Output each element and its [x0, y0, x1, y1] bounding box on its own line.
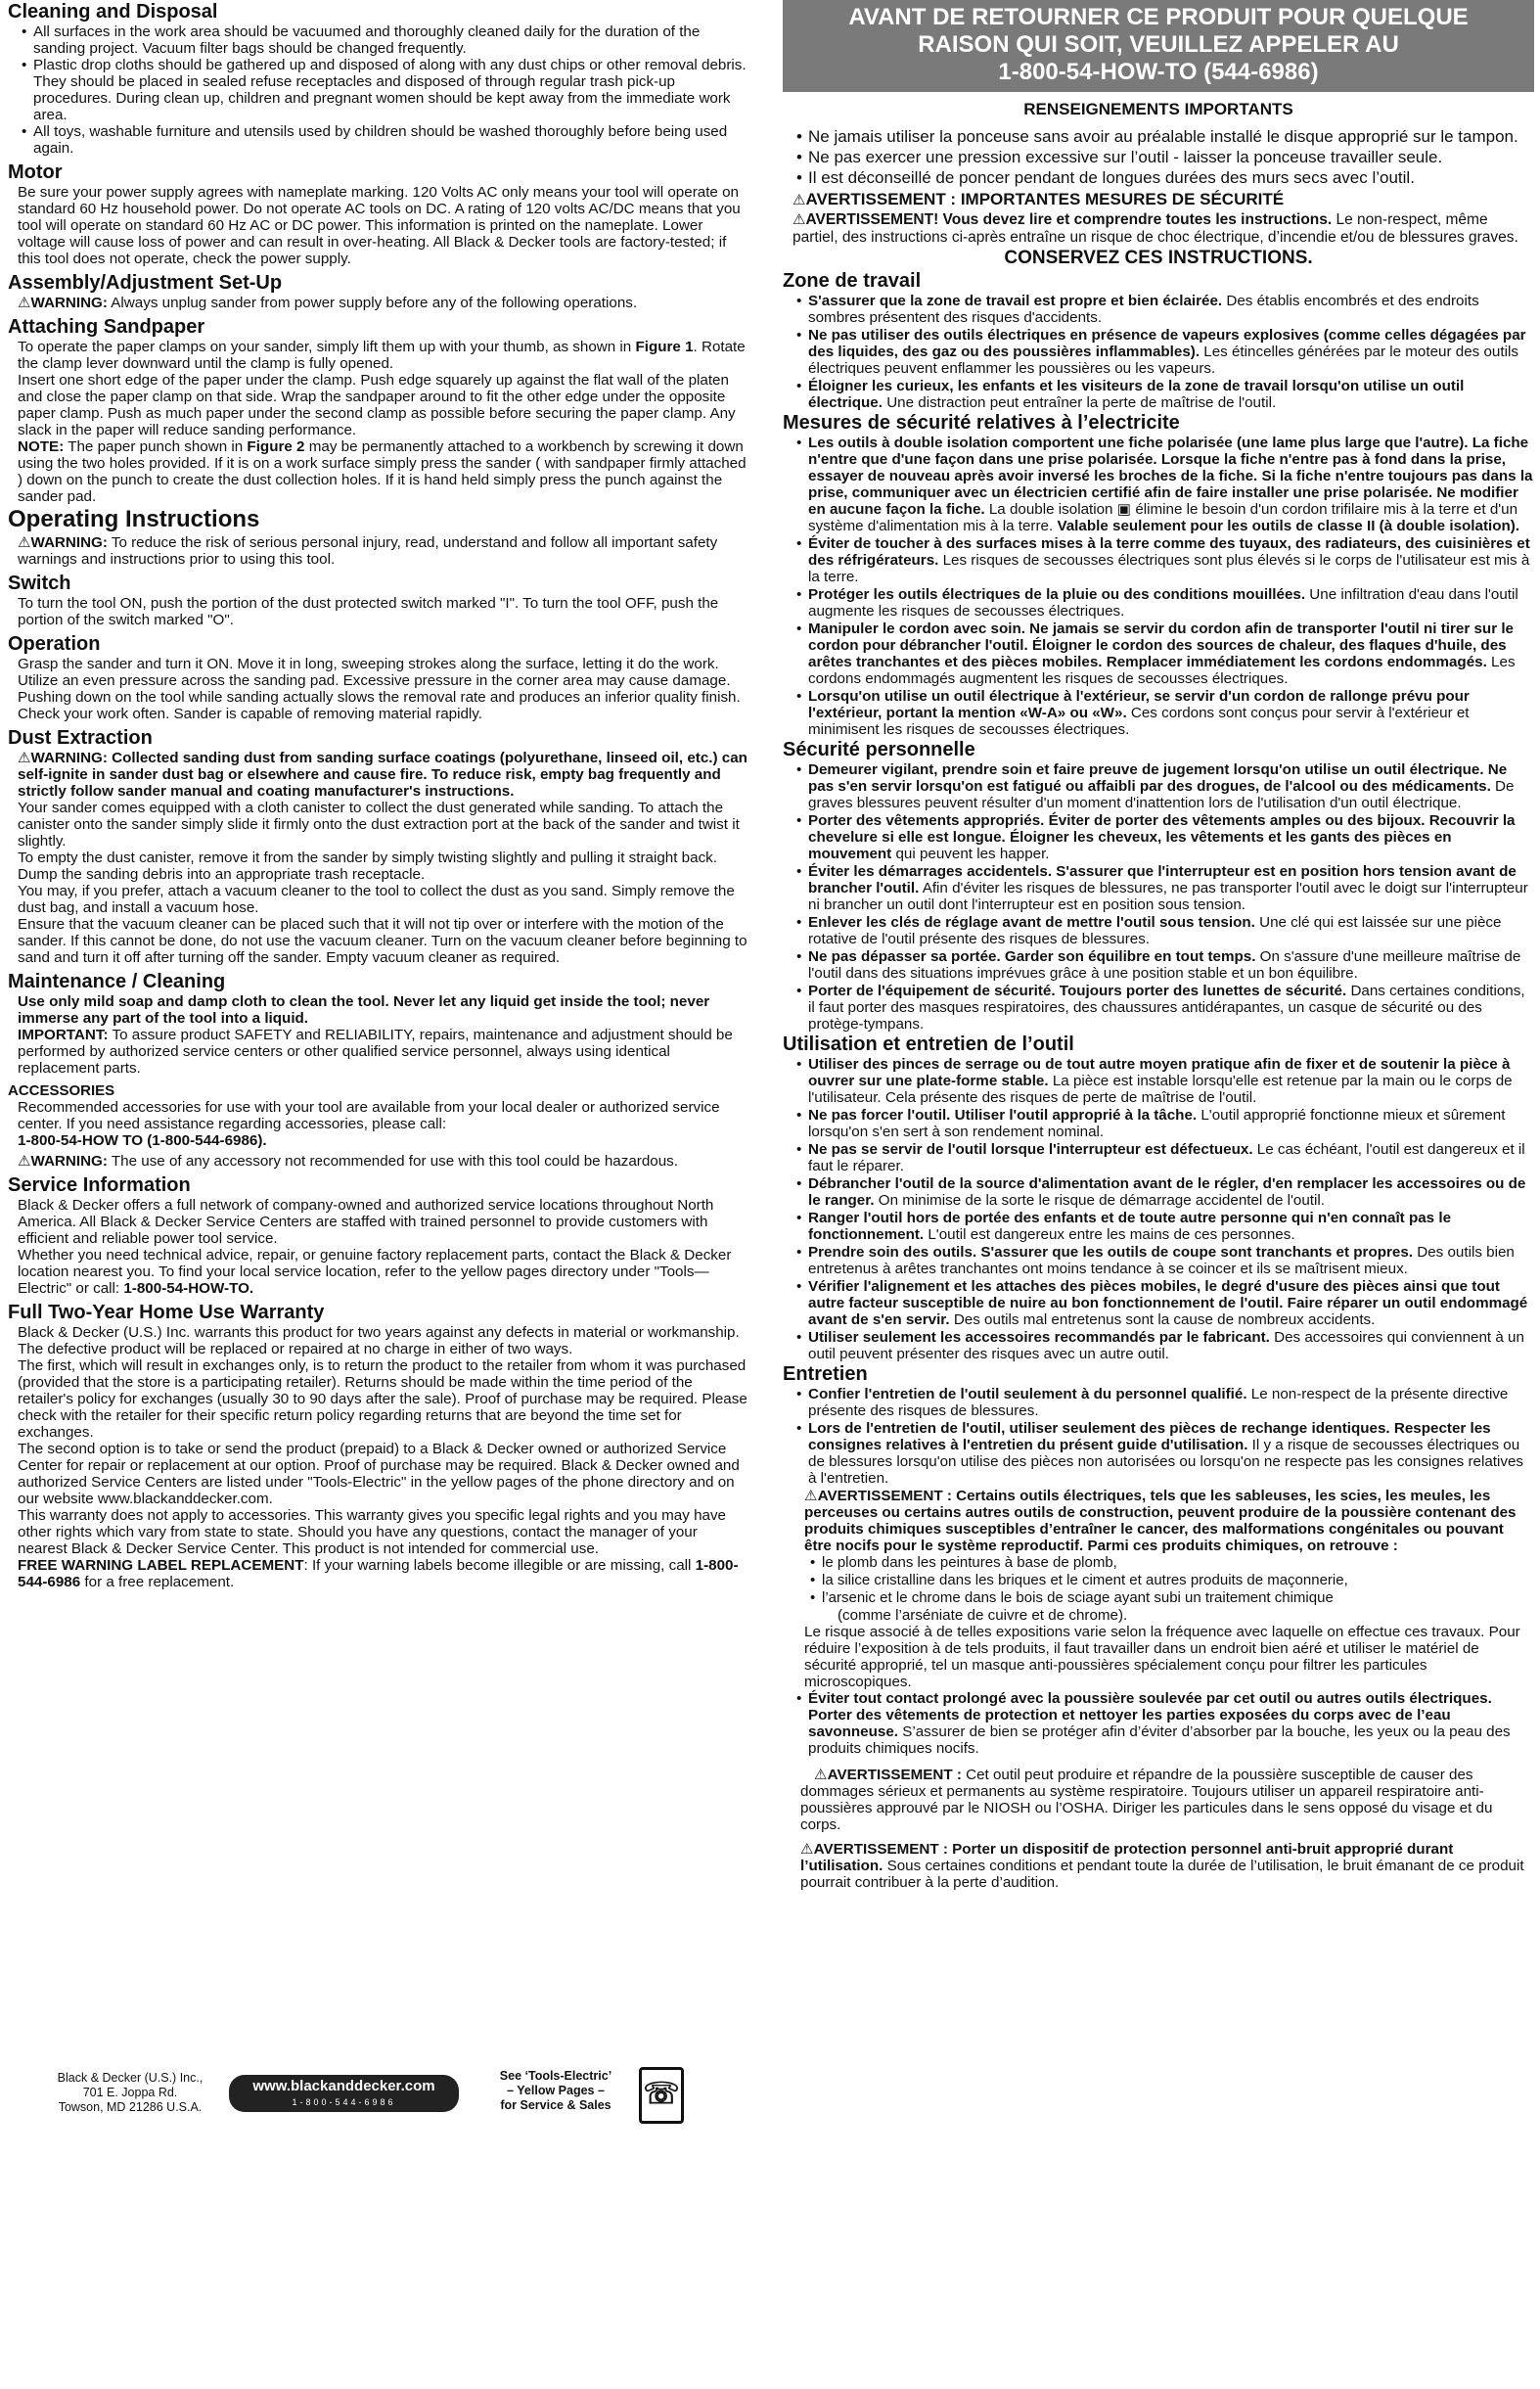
- usage-title: Utilisation et entretien de l’outil: [783, 1034, 1074, 1055]
- list-item: • Vérifier l'alignement et les attaches des pièces mobiles, le degré d'usure des pièces ainsi que tout autre facteur susceptible de nuire au bon fonctionnement de l'outil. Faire réparer un outil endommagé avant de s'en servir. Des outils mal entretenus sont la cause de nombreux accidents.: [796, 1278, 1534, 1328]
- personal-list: [783, 761, 1534, 1033]
- list-item: • Prendre soin des outils. S'assurer que les outils de coupe sont tranchants et propres. Des outils bien entretenus à arêtes tranchantes ont moins tendance à se coincer et ils se maîtrisent mieux.: [796, 1244, 1534, 1277]
- warning-icon: ⚠: [793, 192, 806, 208]
- risk-text: Le risque associé à de telles expositions varie selon la fréquence avec laquelle on effectue ces travaux. Pour réduire l’exposition à de tels produits, il faut travailler dans un endroit bien aéré et utiliser le matériel de sécurité approprié, tel un masque anti-poussières spécialement conçu pour filtrer les particules microscopiques.: [804, 1624, 1520, 1690]
- list-item: • All toys, washable furniture and utensils used by children should be washed thoroughly before being used again.: [22, 123, 749, 157]
- list-item: • Porter des vêtements appropriés. Éviter de porter des vêtements amples ou des bijoux. Recouvrir la chevelure si elle est longue. Éloigner les cheveux, les vêtements et les gants des pièces en mouvement qui peuvent les happer.: [796, 812, 1534, 862]
- yellow-pages-icon: ☏: [639, 2067, 684, 2124]
- accessories-text: Recommended accessories for use with your tool are available from your local dealer or authorized service center. If you need assistance regarding accessories, please call:: [18, 1099, 720, 1132]
- list-item: • Ne pas utiliser des outils électriques en présence de vapeurs explosives (comme celles dégagées par des liquides, des gaz ou des poussières inflammables). Les étincelles générées par le moteur des outils électriques peuvent enflammer les poussières ou les vapeurs.: [796, 327, 1534, 377]
- list-item: • Demeurer vigilant, prendre soin et faire preuve de jugement lorsqu'on utilise un outil électrique. Ne pas s'en servir lorsqu'on est fatigué ou affaibli par des drogues, de l'alcool ou des médicaments. De graves blessures peuvent résulter d'un moment d'inattention lors de l'utilisation d'un outil électrique.: [796, 761, 1534, 811]
- warning-icon: ⚠: [814, 1767, 828, 1783]
- motor-title: Motor: [8, 161, 63, 183]
- service-p1: Black & Decker offers a full network of company-owned and authorized service locations throughout North America. All Black & Decker Service Centers are staffed with trained personnel to provide customers with efficient and reliable power tool service.: [18, 1197, 714, 1247]
- entretien-list-2: [783, 1690, 1534, 1757]
- accessories-warning: ⚠WARNING: The use of any accessory not recommended for use with this tool could be hazardous.: [18, 1153, 678, 1170]
- warranty-p4: This warranty does not apply to accessories. This warranty gives you specific legal rights and you may have other rights which vary from state to state. Should you have any questions, contact the manager of your nearest Black & Decker Service Center. This product is not intended for commercial use.: [18, 1507, 727, 1557]
- list-item: • Protéger les outils électriques de la pluie ou des conditions mouillées. Une infiltration d'eau dans l'outil augmente les risques de secousses électriques.: [796, 586, 1534, 620]
- zone-list: [783, 293, 1534, 411]
- assembly-warning: ⚠WARNING: Always unplug sander from power supply before any of the following operations.: [18, 295, 638, 311]
- operation-text: Grasp the sander and turn it ON. Move it in long, sweeping strokes along the surface, letting it do the work. Utilize an even pressure across the sanding pad. Excessive pressure in the corner area may cause damage. Pushing down on the tool while sanding actually slows the removal rate and produces an inferior quality finish. Check your work often. Sander is capable of removing material rapidly.: [18, 656, 741, 722]
- switch-text: To turn the tool ON, push the portion of the dust protected switch marked "I". To turn the tool OFF, push the portion of the switch marked "O".: [18, 595, 719, 628]
- website-badge[interactable]: www.blackanddecker.com 1-800-544-6986: [229, 2075, 459, 2112]
- list-item: • Ne jamais utiliser la ponceuse sans avoir au préalable installé le disque approprié sur le tampon.: [796, 127, 1534, 147]
- motor-text: Be sure your power supply agrees with nameplate marking. 120 Volts AC only means your tool will operate on standard 60 Hz household power. Do not operate AC tools on DC. A rating of 120 volts AC/DC means that you tool will operate on standard 60 Hz AC or DC power. This information is printed on the nameplate. Lower voltage will cause loss of power and can result in over-heating. All Black & Decker tools are factory-tested; if this tool does not operate, check the power supply.: [18, 184, 741, 267]
- maintenance-important: IMPORTANT: To assure product SAFETY and RELIABILITY, repairs, maintenance and adjustment should be performed by authorized service centers or other qualified service personnel, always using identical replacement parts.: [18, 1027, 733, 1077]
- accessories-title: ACCESSORIES: [8, 1082, 115, 1099]
- warranty-p1: Black & Decker (U.S.) Inc. warrants this product for two years against any defects in material or workmanship. The defective product will be replaced or repaired at no charge in either of two ways.: [18, 1324, 740, 1357]
- warning-icon: ⚠: [804, 1488, 818, 1504]
- dust-warning: ⚠WARNING: Collected sanding dust from sanding surface coatings (polyurethane, linseed oil, etc.) can self-ignite in sander dust bag or elsewhere and cause fire. To reduce risk, empty bag frequently and strictly follow sander manual and coating manufacturer's instructions.: [18, 750, 747, 800]
- warning-icon: ⚠: [18, 750, 31, 766]
- entretien-list: [783, 1386, 1534, 1487]
- maintenance-bold: Use only mild soap and damp cloth to clean the tool. Never let any liquid get inside the tool; never immerse any part of the tool into a liquid.: [18, 993, 710, 1027]
- read-instructions-warning: ⚠AVERTISSEMENT! Vous devez lire et comprendre toutes les instructions. Le non-respect, même partiel, des instructions ci-après entraîne un risque de choc électrique, d’incendie et/ou de blessures graves.: [793, 211, 1518, 246]
- warning-icon: ⚠: [800, 1841, 814, 1858]
- dust-p1: Your sander comes equipped with a cloth canister to collect the dust generated while sanding. To attach the canister onto the sander simply slide it firmly onto the dust extraction port at the back of the sander and twist it slightly.: [18, 800, 740, 850]
- list-item: • Débrancher l'outil de la source d'alimentation avant de le régler, d'en remplacer les accessoires ou de le ranger. On minimise de la sorte le risque de démarrage accidentel de l'outil.: [796, 1175, 1534, 1209]
- chemical-list: [783, 1554, 1534, 1606]
- warning-icon: ⚠: [793, 211, 806, 228]
- dust-p3: You may, if you prefer, attach a vacuum cleaner to the tool to collect the dust as you sand. Simply remove the dust bag, and install a vacuum hose.: [18, 883, 735, 916]
- dust-warning-fr: ⚠AVERTISSEMENT : Cet outil peut produire et répandre de la poussière susceptible de causer des dommages sérieux et permanents au système respiratoire. Toujours utiliser un appareil respiratoire anti-poussières approuvé par le NIOSH ou l’OSHA. Diriger les particules dans le sens opposé du visage et du corps.: [800, 1767, 1493, 1833]
- list-item: • Enlever les clés de réglage avant de mettre l'outil sous tension. Une clé qui est laissée sur une pièce rotative de l'outil présente des risques de blessures.: [796, 914, 1534, 947]
- warranty-label-replacement: FREE WARNING LABEL REPLACEMENT: If your warning labels become illegible or are missing, call 1-800-544-6986 for a free replacement.: [18, 1557, 739, 1590]
- accessories-phone: 1-800-54-HOW TO (1-800-544-6986).: [18, 1132, 267, 1149]
- zone-title: Zone de travail: [783, 270, 922, 292]
- list-item: • la silice cristalline dans les briques et le ciment et autres produits de maçonnerie,: [810, 1572, 1534, 1588]
- list-item: • Lorsqu'on utilise un outil électrique à l'extérieur, se servir d'un cordon de rallonge prévu pour l'extérieur, portant la mention «W-A» ou «W». Ces cordons sont conçus pour servir à l'extérieur et minimisent les risques de secousses électriques.: [796, 688, 1534, 738]
- list-item: • Éviter tout contact prolongé avec la poussière soulevée par cet outil ou autres outils électriques. Porter des vêtements de protection et nettoyer les parties exposées du corps avec de l’eau savonneuse. S’assurer de bien se protéger afin d’éviter d’absorber par la bouche, les yeux ou la peau des produits chimiques nocifs.: [796, 1690, 1534, 1757]
- french-column: [783, 0, 1534, 1891]
- operation-title: Operation: [8, 633, 101, 655]
- service-p2: Whether you need technical advice, repair, or genuine factory replacement parts, contact the Black & Decker location nearest you. To find your local service location, refer to the yellow pages directory under "Tools—Electric" or call: 1-800-54-HOW-TO.: [18, 1247, 732, 1297]
- cleaning-list: [8, 23, 749, 157]
- yellow-pages-note: See ‘Tools-Electric’ – Yellow Pages – for Service & Sales: [499, 2069, 612, 2112]
- important-title: RENSEIGNEMENTS IMPORTANTS: [1023, 100, 1293, 118]
- usage-list: [783, 1056, 1534, 1362]
- list-item: • Porter de l'équipement de sécurité. Toujours porter des lunettes de sécurité. Dans certaines conditions, il faut porter des masques respiratoires, des chaussures antidérapantes, un casque de sécurité ou des protège-tympans.: [796, 983, 1534, 1033]
- company-address: Black & Decker (U.S.) Inc., 701 E. Joppa Rd. Towson, MD 21286 U.S.A.: [57, 2071, 204, 2114]
- warning-icon: ⚠: [18, 534, 31, 551]
- cleaning-title: Cleaning and Disposal: [8, 1, 218, 23]
- dust-p4: Ensure that the vacuum cleaner can be placed such that it will not tip over or interfere with the motion of the sander. If this cannot be done, do not use the vacuum cleaner. Turn on the vacuum cleaner before beginning to sand and turn it off after turning off the sander. Empty vacuum cleaner as required.: [18, 916, 747, 966]
- english-column: [8, 0, 749, 1590]
- sandpaper-title: Attaching Sandpaper: [8, 316, 205, 338]
- list-item: • Utiliser seulement les accessoires recommandés par le fabricant. Des accessoires qui conviennent à un outil peuvent présenter des risques avec un autre outil.: [796, 1329, 1534, 1362]
- conservez-title: CONSERVEZ CES INSTRUCTIONS.: [1004, 248, 1313, 268]
- noise-warning: ⚠AVERTISSEMENT : Porter un dispositif de protection personnel anti-bruit approprié durant l’utilisation. Sous certaines conditions et pendant toute la durée de l’utilisation, le bruit émanant de ce produit pourrait contribuer à la perte d’audition.: [800, 1841, 1524, 1891]
- warning-icon: ⚠: [18, 1153, 31, 1170]
- safety-warning-title: ⚠AVERTISSEMENT : IMPORTANTES MESURES DE SÉCURITÉ: [793, 190, 1285, 208]
- dust-p2: To empty the dust canister, remove it from the sander by simply twisting slightly and pulling it straight back. Dump the sanding debris into an appropriate trash receptacle.: [18, 850, 717, 883]
- list-item: • Ne pas forcer l'outil. Utiliser l'outil approprié à la tâche. L'outil approprié fonctionne mieux et sûrement lorsqu'on s'en sert à son rendement nominal.: [796, 1107, 1534, 1140]
- list-item: • Ne pas dépasser sa portée. Garder son équilibre en tout temps. On s'assure d'une meilleure maîtrise de l'outil dans des situations imprévues grâce à une position stable et un bon équilibre.: [796, 948, 1534, 982]
- list-item: • Manipuler le cordon avec soin. Ne jamais se servir du cordon afin de transporter l'outil ni tirer sur le cordon pour débrancher l'outil. Éloigner le cordon des sources de chaleur, des flaques d'huile, des arêtes tranchantes et des pièces mobiles. Remplacer immédiatement les cordons endommagés. Les cordons endommagés augmentent les risques de secousses électriques.: [796, 620, 1534, 687]
- entretien-title: Entretien: [783, 1363, 868, 1385]
- list-item: • Il est déconseillé de poncer pendant de longues durées des murs secs avec l’outil.: [796, 168, 1534, 188]
- switch-title: Switch: [8, 573, 71, 594]
- sandpaper-p1: To operate the paper clamps on your sander, simply lift them up with your thumb, as shown in Figure 1. Rotate the clamp lever downward until the clamp is fully opened.: [18, 339, 746, 372]
- list-item: • All surfaces in the work area should be vacuumed and thoroughly cleaned daily for the duration of the sanding project. Vacuum filter bags should be changed frequently.: [22, 23, 749, 57]
- list-item: • Les outils à double isolation comportent une fiche polarisée (une lame plus large que l'autre). La fiche n'entre que d'une façon dans une prise polarisée. Lorsque la fiche n'entre pas à fond dans la prise, essayer de nouveau après avoir inversé les broches de la fiche. Si la fiche n'entre toujours pas dans la prise, communiquer avec un électricien certifié afin de faire installer une prise polarisée. Ne modifier en aucune façon la fiche. La double isolation ▣ élimine le besoin d'un cordon trifilaire mis à la terre et d'un système d'alimentation mis à la terre. Valable seulement pour les outils de classe II (à double isolation).: [796, 435, 1534, 534]
- operating-title: Operating Instructions: [8, 506, 260, 532]
- chemical-sub: (comme l’arséniate de cuivre et de chrome).: [838, 1607, 1128, 1624]
- list-item: • Éloigner les curieux, les enfants et les visiteurs de la zone de travail lorsqu'on utilise un outil électrique. Une distraction peut entraîner la perte de maîtrise de l'outil.: [796, 378, 1534, 411]
- important-list: [783, 127, 1534, 188]
- list-item: • Ranger l'outil hors de portée des enfants et de toute autre personne qui n'en connaît pas le fonctionnement. L'outil est dangereux entre les mains de ces personnes.: [796, 1210, 1534, 1243]
- list-item: • Ne pas se servir de l'outil lorsque l'interrupteur est défectueux. Le cas échéant, l'outil est dangereux et il faut le réparer.: [796, 1141, 1534, 1174]
- list-item: • Confier l'entretien de l'outil seulement à du personnel qualifié. Le non-respect de la présente directive présente des risques de blessures.: [796, 1386, 1534, 1419]
- list-item: • Lors de l'entretien de l'outil, utiliser seulement des pièces de rechange identiques. Respecter les consignes relatives à l'entretien du présent guide d'utilisation. Il y a risque de secousses électriques ou de blessures lorsqu'on utilise des pièces non autorisées ou lorsqu'on ne respecte pas les consignes relatives à l'entretien.: [796, 1420, 1534, 1487]
- assembly-title: Assembly/Adjustment Set-Up: [8, 272, 283, 294]
- warning-icon: ⚠: [18, 295, 31, 311]
- elec-title: Mesures de sécurité relatives à l’electricite: [783, 412, 1180, 434]
- service-title: Service Information: [8, 1174, 191, 1196]
- list-item: • S'assurer que la zone de travail est propre et bien éclairée. Des établis encombrés et des endroits sombres présentent des risques d'accidents.: [796, 293, 1534, 326]
- sandpaper-p2: Insert one short edge of the paper under the clamp. Push edge squarely up against the flat wall of the platen and close the paper clamp on that side. Wrap the sandpaper around to fit the other edge under the opposite paper clamp. Push as much paper under the second clamp as possible before securing the paper clamp. Any slack in the paper will reduce sanding performance.: [18, 372, 736, 438]
- warranty-title: Full Two-Year Home Use Warranty: [8, 1302, 325, 1323]
- list-item: • Plastic drop cloths should be gathered up and disposed of along with any dust chips or other removal debris. They should be placed in sealed refuse receptacles and disposed of through regular trash pick-up procedures. During clean up, children and pregnant women should be kept away from the immediate work area.: [22, 57, 749, 123]
- return-banner: AVANT DE RETOURNER CE PRODUIT POUR QUELQUE RAISON QUI SOIT, VEUILLEZ APPELER AU 1-800-54-HOW-TO (544-6986): [783, 0, 1534, 92]
- elec-list: [783, 435, 1534, 738]
- list-item: • Éviter de toucher à des surfaces mises à la terre comme des tuyaux, des radiateurs, des cuisinières et des réfrigérateurs. Les risques de secousses électriques sont plus élevés si le corps de l'utilisateur est mis à la terre.: [796, 535, 1534, 585]
- chemical-warning: ⚠AVERTISSEMENT : Certains outils électriques, tels que les sableuses, les scies, les meules, les perceuses ou certains autres outils de construction, peuvent produire de la poussière contenant des produits chimiques susceptibles d’entraîner le cancer, des malformations congénitales ou pouvant être nocifs pour le système reproductif. Parmi ces produits chimiques, on retrouve :: [804, 1488, 1517, 1554]
- double-insulation-icon: ▣: [1116, 501, 1132, 518]
- maintenance-title: Maintenance / Cleaning: [8, 971, 226, 992]
- personal-title: Sécurité personnelle: [783, 739, 975, 760]
- operating-warning: ⚠WARNING: To reduce the risk of serious personal injury, read, understand and follow all important safety warnings and instructions prior to using this tool.: [18, 534, 718, 568]
- list-item: • Éviter les démarrages accidentels. S'assurer que l'interrupteur est en position hors tension avant de brancher l'outil. Afin d'éviter les risques de blessures, ne pas transporter l'outil avec le doigt sur l'interrupteur ni brancher un outil dont l'interrupteur est en position sous tension.: [796, 863, 1534, 913]
- warranty-p2: The first, which will result in exchanges only, is to return the product to the retailer from whom it was purchased (provided that the store is a participating retailer). Returns should be made within the time period of the retailer's policy for exchanges (usually 30 to 90 days after the sale). Proof of purchase may be required. Please check with the retailer for their specific return policy regarding returns that are beyond the time set for exchanges.: [18, 1357, 747, 1441]
- list-item: • Utiliser des pinces de serrage ou de tout autre moyen pratique afin de fixer et de soutenir la pièce à ouvrer sur une plate-forme stable. La pièce est instable lorsqu'elle est retenue par la main ou le corps de l'utilisateur. Cela présente des risques de perte de maîtrise de l'outil.: [796, 1056, 1534, 1106]
- sandpaper-note: NOTE: The paper punch shown in Figure 2 may be permanently attached to a workbench by screwing it down using the two holes provided. If it is on a work surface simply press the sander ( with sandpaper firmly attached ) down on the punch to create the dust collection holes. If it is hand held simply press the punch against the sander pad.: [18, 438, 747, 505]
- warranty-p3: The second option is to take or send the product (prepaid) to a Black & Decker owned or authorized Service Center for repair or replacement at our option. Proof of purchase may be required. Black & Decker owned and authorized Service Centers are listed under "Tools-Electric" in the yellow pages of the phone directory and on our website www.blackanddecker.com.: [18, 1441, 740, 1507]
- list-item: • le plomb dans les peintures à base de plomb,: [810, 1554, 1534, 1571]
- dust-title: Dust Extraction: [8, 727, 153, 749]
- list-item: • l’arsenic et le chrome dans le bois de sciage ayant subi un traitement chimique: [810, 1589, 1534, 1606]
- footer: [8, 2063, 749, 2122]
- list-item: • Ne pas exercer une pression excessive sur l’outil - laisser la ponceuse travailler seule.: [796, 148, 1534, 167]
